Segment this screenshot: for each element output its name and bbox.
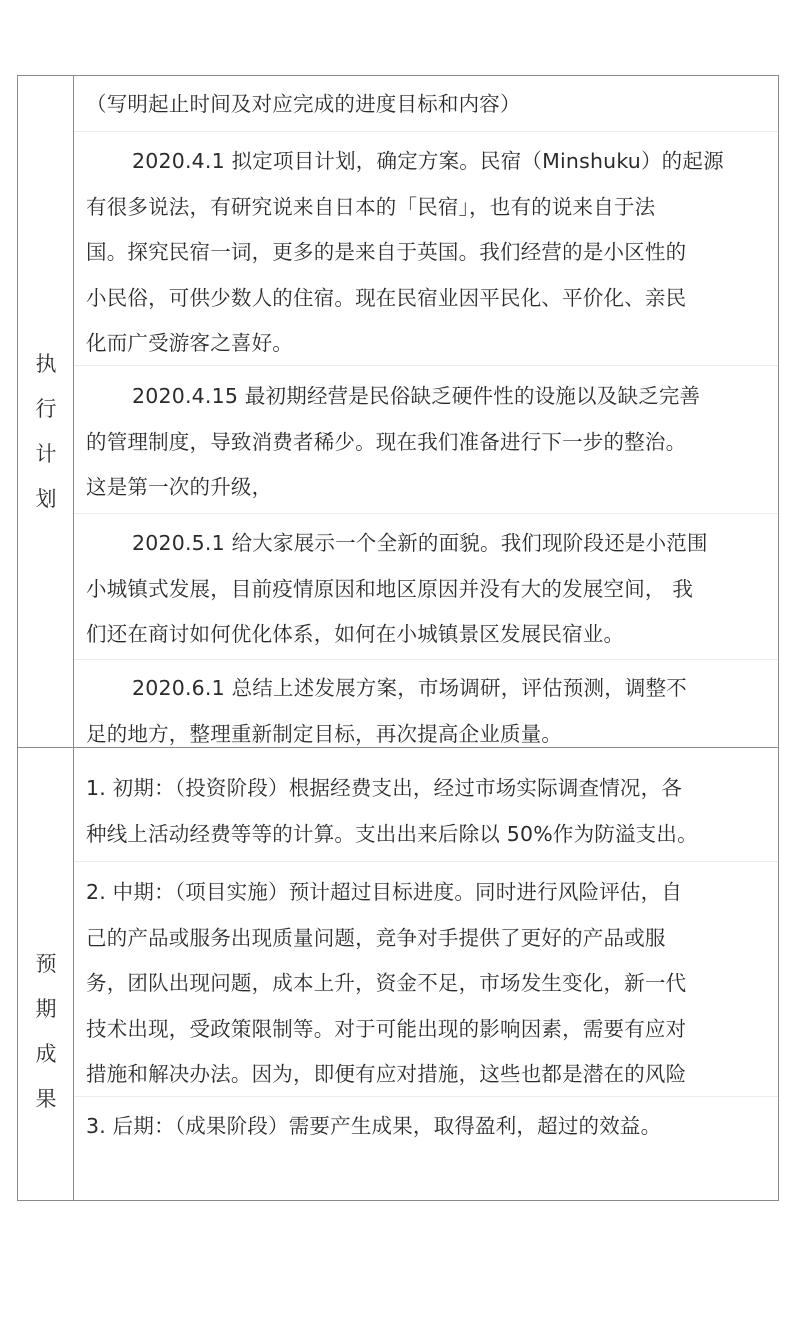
divider [74,659,778,660]
expected-results-label-cell [18,748,74,1200]
text-line: 2020.4.15 最初期经营是民俗缺乏硬件性的设施以及缺乏完善 [132,384,701,408]
text-line: 小城镇式发展，目前疫情原因和地区原因并没有大的发展空间， 我 [86,576,694,601]
label-char: 执 [35,352,57,376]
label-char: 行 [35,397,57,421]
label-char: 期 [35,997,57,1021]
label-char: 成 [35,1042,57,1066]
plan-entry-2020-4-15 [74,374,778,511]
text-line: 种线上活动经费等等的计算。支出出来后除以 50%作为防溢支出。 [86,821,698,846]
execution-plan-label [18,342,74,522]
result-entry-middle [74,870,778,1098]
text-line: 有很多说法，有研究说来自日本的「民宿」，也有的说来自于法 [86,194,656,219]
plan-entry-2020-6-1 [74,666,778,757]
plan-note: （写明起止时间及对应完成的进度目标和内容） [86,92,521,116]
text-line: 措施和解决办法。因为，即便有应对措施，这些也都是潜在的风险 [86,1062,687,1086]
text-line: 足的地方，整理重新制定目标，再次提高企业质量。 [86,721,563,746]
text-line: 化而广受游客之喜好。 [86,331,293,355]
label-char: 划 [35,487,57,511]
text-line: 2020.6.1 总结上述发展方案，市场调研，评估预测，调整不 [132,676,688,700]
text-line: 2020.4.1 拟定项目计划，确定方案。民宿（Minshuku）的起源 [132,149,724,173]
plan-entry-2020-4-1 [74,139,778,367]
result-entry-late [74,1104,778,1150]
plan-entry-2020-5-1 [74,521,778,658]
label-char: 计 [35,442,57,466]
execution-plan-content [74,76,778,747]
text-line: 小民俗，可供少数人的住宿。现在民宿业因平民化、平价化、亲民 [86,285,687,310]
text-line: 2020.5.1 给大家展示一个全新的面貌。我们现阶段还是小范围 [132,531,708,555]
text-line: 技术出现，受政策限制等。对于可能出现的影响因素，需要有应对 [86,1016,687,1041]
expected-results-content [74,748,778,1200]
text-line: 己的产品或服务出现质量问题，竞争对手提供了更好的产品或服 [86,925,666,950]
text-line: 们还在商讨如何优化体系，如何在小城镇景区发展民宿业。 [86,622,625,646]
execution-plan-label-cell [18,76,74,747]
divider [74,1096,778,1097]
divider [74,861,778,862]
divider [74,513,778,514]
text-line: 3. 后期：（成果阶段）需要产生成果，取得盈利，超过的效益。 [86,1114,662,1138]
expected-results-row [18,748,778,1200]
result-entry-early [74,766,778,857]
expected-results-label [18,942,74,1122]
text-line: 1. 初期：（投资阶段）根据经费支出，经过市场实际调查情况，各 [86,776,683,800]
text-line: 的管理制度，导致消费者稀少。现在我们准备进行下一步的整治。 [86,429,687,454]
execution-plan-row [18,76,778,748]
text-line: 务，团队出现问题，成本上升，资金不足，市场发生变化，新一代 [86,971,687,995]
text-line: 2. 中期：（项目实施）预计超过目标进度。同时进行风险评估，自 [86,880,683,904]
divider [74,365,778,366]
text-line: 这是第一次的升级， [86,475,273,499]
label-char: 预 [35,952,57,976]
text-line: 国。探究民宿一词，更多的是来自于英国。我们经营的是小区性的 [86,240,687,264]
divider [74,131,778,132]
form-table [17,75,779,1201]
label-char: 果 [35,1087,57,1111]
